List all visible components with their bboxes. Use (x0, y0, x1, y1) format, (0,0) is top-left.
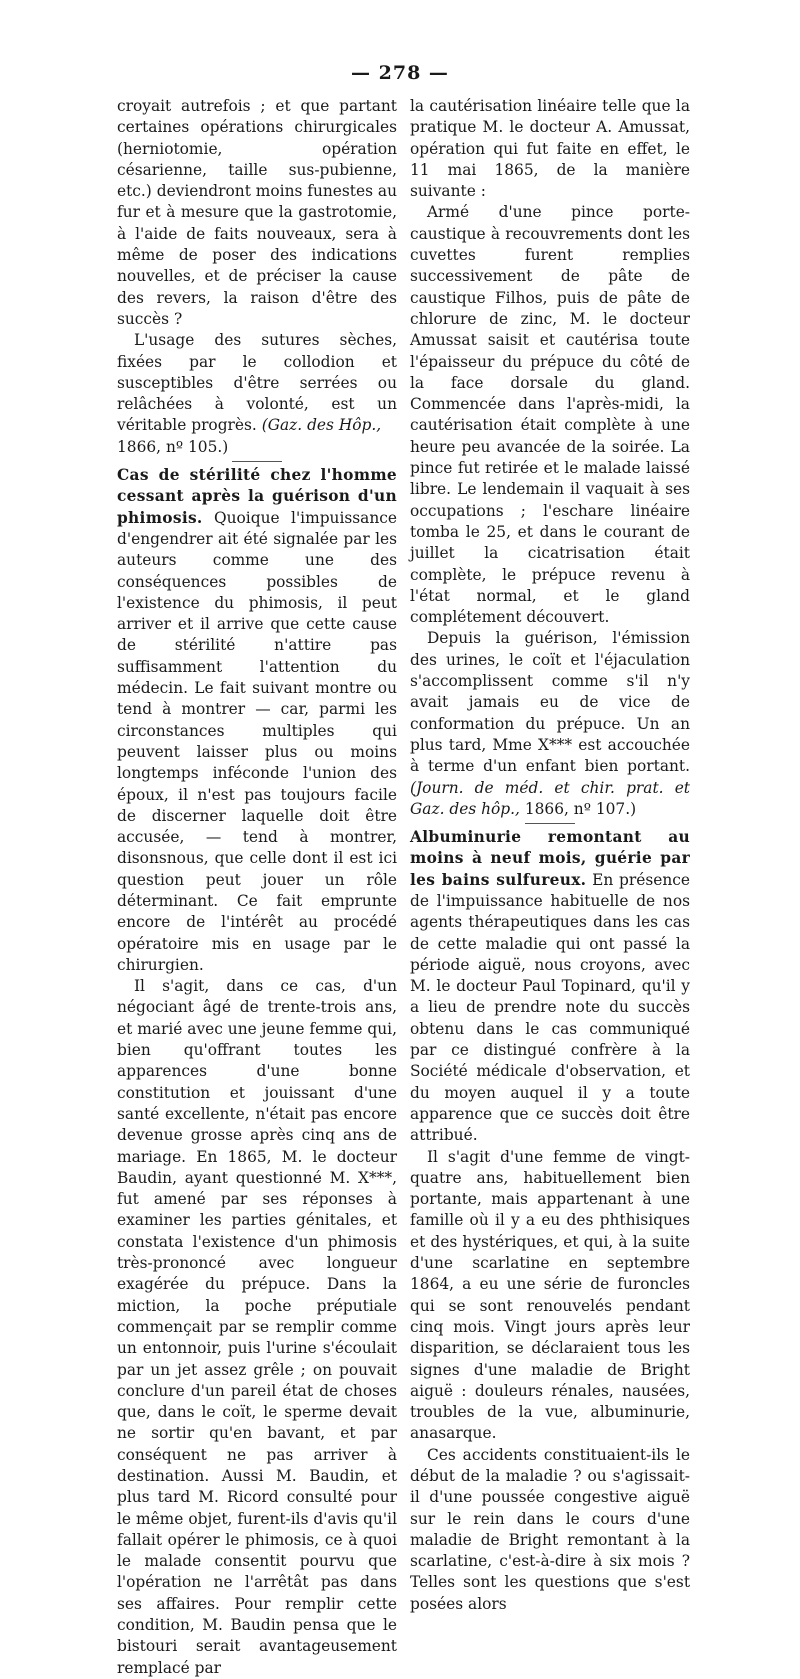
paragraph: Il s'agit d'une femme de vingt-quatre ans, habituellement bien portante, mais appartenant à une famille où il y a eu des phthisiques et des hystériques, et qui, à la suite d'une scarlatine en septembre 1864, a eu une série de furoncles qui se sont renouvelés pendant cinq mois. Vingt jours après leur disparition, se déclaraient tous les signes d'une maladie de Bright aiguë : douleurs rénales, nausées, troubles de la vue, albuminurie, anasarque. (410, 1147, 690, 1443)
paragraph-text: En présence de l'impuissance habituelle de nos agents thérapeutiques dans les cas de cette maladie qui ont passé la période aiguë, nous croyons, avec M. le docteur Paul Topinard, qu'il y a lieu de prendre note du succès obtenu dans le cas communiqué par ce distingué confrère à la Société médicale d'observation, et du moyen auquel il y a toute apparence que ce succès doit être attribué. (410, 870, 690, 1145)
article-paragraph (410, 827, 690, 1146)
paragraph: Armé d'une pince porte-caustique à recouvrements dont les cuvettes furent remplies successivement de pâte de caustique Filhos, puis de pâte de chlorure de zinc, M. le docteur Amussat saisit et cautérisa toute l'épaisseur du prépuce du côté de la face dorsale du gland. Commencée dans l'après-midi, la cautérisation était complète à une heure peu avancée de la soirée. La pince fut retirée et le malade laissé libre. Le lendemain il vaquait à ses occupations ; l'eschare linéaire tomba le 25, et dans le courant de juillet la cicatrisation était complète, le prépuce revenu à l'état normal, et le gland complétement découvert. (410, 203, 690, 627)
paragraph-text: L'usage des sutures sèches, fixées par le collodion et susceptibles d'être serrées ou relâchées à volonté, est un véritable progrès. (117, 331, 397, 435)
paragraph: Il s'agit, dans ce cas, d'un négociant âgé de trente-trois ans, et marié avec une jeune femme qui, bien qu'offrant toutes les apparences d'une bonne constitution et jouissant d'une santé excellente, n'était pas encore devenue grosse après cinq ans de mariage. En 1865, M. le docteur Baudin, ayant questionné M. X***, fut amené par ses réponses à examiner les parties génitales, et constata l'existence d'un phimosis très-prononcé avec longueur exagérée du prépuce. Dans la miction, la poche préputiale commençait par se remplir comme un entonnoir, puis l'urine s'écoulait par un jet assez grêle ; on pouvait conclure d'un pareil état de choses que, dans le coït, le sperme devait ne sortir qu'en bavant, et par conséquent ne pas arriver à destination. Aussi M. Baudin, et plus tard M. Ricord consulté pour le même objet, furent-ils d'avis qu'il fallait opérer le phimosis, ce à quoi le malade consentit pourvu que l'opération ne l'arrêtât pas dans ses affaires. Pour remplir cette condition, M. Baudin pensa que le bistouri serait avantageusement remplacé par (117, 977, 397, 1677)
paragraph: croyait autrefois ; et que partant certaines opérations chirurgicales (herniotomie, opération césarienne, taille sus-pubienne, etc.) deviendront moins funestes au fur et à mesure que la gastrotomie, à l'aide de faits nouveaux, sera à même de poser des indications nouvelles, et de préciser la cause des revers, la raison d'être des succès ? (117, 97, 397, 328)
section-separator (232, 461, 282, 462)
page-number: — 278 — (351, 62, 449, 84)
article-heading: Cas de stérilité chez l'homme cessant après la guérison d'un phimosis. (117, 466, 397, 527)
paragraph-result (410, 628, 690, 820)
paragraph-text: Depuis la guérison, l'émission des urines, le coït et l'éjaculation s'accomplissent comme s'il n'y avait jamais eu de vice de conformation du prépuce. Un an plus tard, Mme X*** est accouchée à terme d'un enfant bien portant. (410, 629, 690, 776)
left-column (117, 96, 397, 1679)
article-heading: Albuminurie remontant au moins à neuf mois, guérie par les bains sulfureux. (410, 828, 690, 889)
paragraph-text: Quoique l'impuissance d'engendrer ait été signalée par les auteurs comme une des conséquences possibles de l'existence du phimosis, il peut arriver et il arrive que cette cause de stérilité n'attire pas suffisamment l'attention du médecin. Le fait suivant montre ou tend à montrer — car, parmi les circonstances multiples qui peuvent laisser plus ou moins longtemps inféconde l'union des époux, il n'est pas toujours facile de discerner laquelle doit être accusée, — tend à montrer, disonsnous, que celle dont il est ici question peut jouer un rôle déterminant. Ce fait emprunte encore de l'intérêt au procédé opératoire mis en usage par le chirurgien. (117, 508, 397, 974)
citation-end: 1866, nº 105.) (117, 437, 229, 456)
article-paragraph (117, 465, 397, 976)
paragraph: la cautérisation linéaire telle que la pratique M. le docteur A. Amussat, opération qui fut faite en effet, le 11 mai 1865, de la manière suivante : (410, 97, 690, 201)
paragraph-sutures (117, 330, 397, 458)
section-separator (525, 823, 575, 824)
right-column (410, 96, 690, 1615)
citation: (Gaz. des Hôp., (261, 416, 382, 435)
paragraph: Ces accidents constituaient-ils le début de la maladie ? ou s'agissait-il d'une poussée congestive aiguë sur le rein dans le cours d'une maladie de Bright remontant à la scarlatine, c'est-à-dire à six mois ? Telles sont les questions que s'est posées alors (410, 1445, 690, 1613)
citation: (Journ. de méd. et chir. prat. et Gaz. des hôp., (410, 778, 690, 818)
citation-end: 1866, nº 107.) (519, 799, 637, 818)
